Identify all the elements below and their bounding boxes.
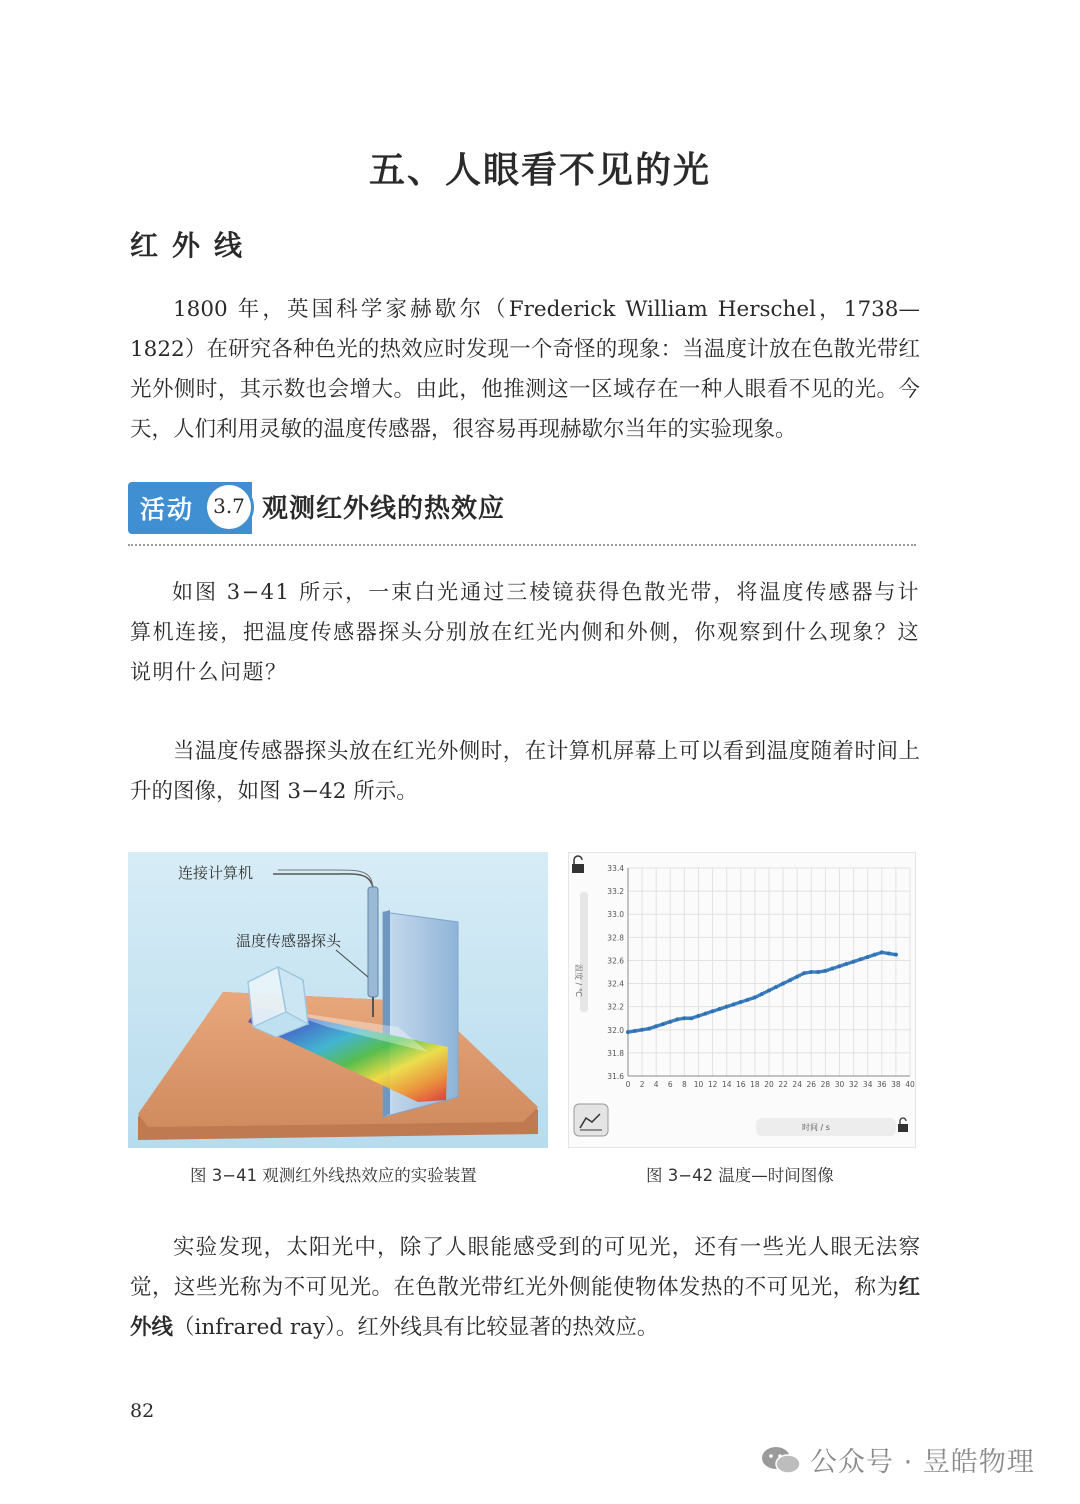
page-number: 82 [130,1400,155,1422]
data-point [894,953,898,957]
x-tick-label: 38 [891,1080,901,1089]
term-infrared: 红外线 [130,1275,920,1340]
activity-label: 活动 [140,495,195,524]
y-tick-label: 33.2 [607,887,624,897]
conclusion-paragraph [130,1228,920,1348]
activity-text: 如图 3−41 所示，一束白光通过三棱镜获得色散光带，将温度传感器与计算机连接，把温度传感器探头分别放在红光内侧和外侧，你观察到什么现象？这说明什么问题？ [130,580,920,684]
wechat-icon [760,1444,802,1476]
x-tick-label: 36 [877,1080,887,1089]
x-tick-label: 26 [806,1080,817,1089]
x-tick-label: 20 [764,1080,774,1089]
x-tick-label: 30 [834,1080,845,1089]
y-tick-label: 31.8 [607,1048,624,1058]
x-tick-label: 40 [905,1080,915,1089]
activity-body [130,572,920,692]
x-tick-label: 10 [693,1080,704,1089]
watermark-text: 公众号 · 昱皓物理 [810,1447,1035,1478]
y-tick-label: 33.0 [607,910,624,920]
activity-header [128,480,916,548]
x-tick-label: 2 [639,1080,645,1089]
apparatus-illustration [128,852,548,1148]
x-tick-label: 4 [653,1080,659,1089]
conclusion-after: （infrared ray）。红外线具有比较显著的热效应。 [173,1315,659,1340]
intro-paragraph [130,290,920,450]
label-sensor-probe: 温度传感器探头 [236,932,342,950]
y-axis-label: 温度 / ℃ [574,964,583,997]
intro-text: 1800 年，英国科学家赫歇尔（Frederick William Herschel，1738—1822）在研究各种色光的热效应时发现一个奇怪的现象：当温度计放在色散光带红光外侧时，其示数也会增大。由此，他推测这一区域存在一种人眼看不见的光。今天，人们利用灵敏的温度传感器，很容易再现赫歇尔当年的实验现象。 [130,297,920,442]
x-tick-label: 28 [820,1080,831,1089]
section-title: 红外线 [130,229,257,262]
caption-figure-3-41: 图 3−41 观测红外线热效应的实验装置 [190,1166,477,1185]
x-tick-label: 16 [736,1080,746,1089]
y-tick-label: 32.4 [607,979,624,989]
x-tick-label: 8 [682,1080,687,1089]
observation-paragraph [130,732,920,812]
x-tick-label: 12 [707,1080,718,1089]
temperature-chart-figure [568,852,916,1148]
y-tick-label: 32.8 [607,933,624,943]
conclusion-text [130,1228,920,1348]
y-tick-label: 33.4 [607,864,624,873]
x-tick-label: 0 [625,1080,631,1089]
activity-title: 观测红外线的热效应 [262,494,506,524]
temperature-time-chart [568,852,916,1148]
y-tick-label: 31.6 [607,1072,624,1081]
chart-type-icon[interactable] [574,1104,608,1136]
apparatus-figure [128,852,548,1148]
label-connect-computer: 连接计算机 [178,864,254,882]
chapter-title: 五、人眼看不见的光 [368,149,711,191]
observation-text: 当温度传感器探头放在红光外侧时，在计算机屏幕上可以看到温度随着时间上升的图像，如图 3−42 所示。 [130,739,920,804]
x-tick-label: 24 [792,1080,802,1089]
x-axis-label: 时间 / s [802,1123,830,1132]
x-tick-label: 34 [862,1080,873,1089]
y-tick-label: 32.2 [607,1002,624,1012]
y-tick-label: 32.6 [607,956,624,966]
x-tick-label: 22 [778,1080,788,1089]
x-tick-label: 14 [721,1080,732,1089]
x-tick-label: 6 [667,1080,673,1089]
activity-number: 3.7 [213,494,245,518]
caption-figure-3-42: 图 3−42 温度—时间图像 [646,1166,834,1185]
y-tick-label: 32.0 [607,1025,624,1035]
x-tick-label: 32 [848,1080,859,1089]
conclusion-before: 实验发现，太阳光中，除了人眼能感受到的可见光，还有一些光人眼无法察觉，这些光称为不可见光。在色散光带红光外侧能使物体发热的不可见光，称为 [130,1235,920,1300]
activity-divider [128,544,916,546]
x-tick-label: 18 [750,1080,760,1089]
